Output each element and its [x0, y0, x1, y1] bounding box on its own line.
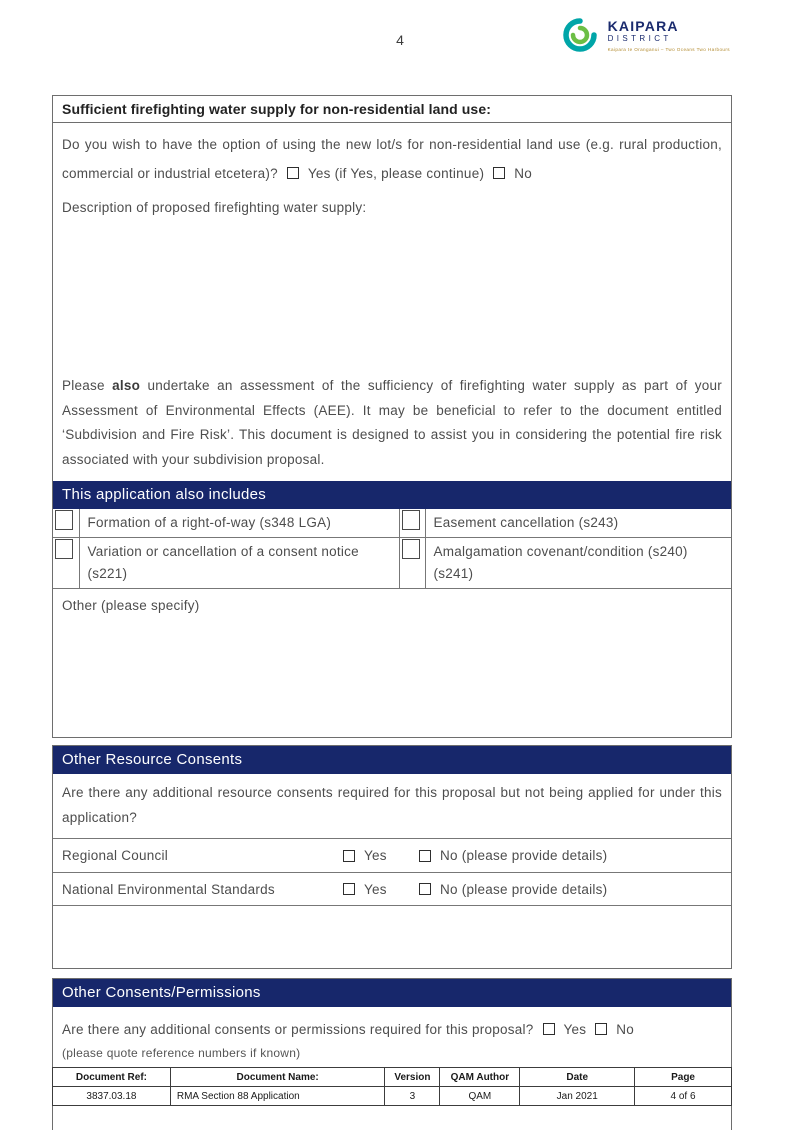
footer-header-page: Page: [635, 1068, 732, 1087]
consent-notice-variation-label: Variation or cancellation of a consent notice (s221): [79, 538, 399, 589]
koru-swirl-icon: [559, 16, 601, 54]
aee-note-pre: Please: [62, 378, 113, 393]
includes-table: [53, 509, 731, 589]
logo-text: [608, 19, 730, 52]
other-resource-question: Are there any additional resource consents required for this proposal but not being applied for under this application?: [62, 785, 722, 825]
formation-right-of-way-checkbox-cell: [53, 509, 79, 538]
regional-council-yes-label: Yes: [364, 848, 387, 863]
nes-yes-label: Yes: [364, 881, 387, 897]
footer-value-version: 3: [385, 1087, 440, 1106]
page-number: 4: [396, 32, 404, 48]
non-residential-yes-label: Yes (if Yes, please continue): [307, 166, 485, 181]
regional-council-row: [53, 838, 731, 872]
non-residential-no-checkbox[interactable]: [493, 167, 505, 179]
document-footer: [52, 1067, 732, 1106]
firefighting-section-header: Sufficient firefighting water supply for non-residential land use:: [53, 96, 731, 123]
other-resource-banner: Other Resource Consents: [53, 746, 731, 774]
other-consents-banner: Other Consents/Permissions: [53, 979, 731, 1007]
resource-details-area[interactable]: [53, 906, 731, 968]
easement-cancellation-label: Easement cancellation (s243): [425, 509, 731, 538]
includes-banner: This application also includes: [53, 481, 731, 509]
other-consents-no-checkbox[interactable]: [595, 1023, 607, 1035]
nes-label: National Environmental Standards: [62, 881, 275, 897]
description-label: Description of proposed firefighting water supply:: [62, 200, 367, 215]
page-header: [0, 0, 800, 95]
footer-value-doc-name: RMA Section 88 Application: [170, 1087, 385, 1106]
logo-title: KAIPARA: [607, 17, 679, 34]
description-input-area[interactable]: [62, 222, 722, 298]
footer-value-row: [53, 1087, 732, 1106]
includes-row-1: [53, 509, 731, 538]
footer-header-doc-ref: Document Ref:: [53, 1068, 171, 1087]
other-specify-area[interactable]: [53, 589, 731, 737]
regional-council-label: Regional Council: [62, 848, 169, 863]
firefighting-section: [52, 95, 732, 738]
footer-header-row: [53, 1068, 732, 1087]
national-environmental-standards-row: [53, 872, 731, 906]
regional-council-yes-checkbox[interactable]: [343, 850, 355, 862]
nes-no-checkbox[interactable]: [419, 883, 431, 895]
non-residential-question-text: Do you wish to have the option of using the new lot/s for non-residential land use (e.g. rural production, commercial or industrial etcetera)?: [62, 137, 722, 181]
footer-header-date: Date: [520, 1068, 635, 1087]
non-residential-no-label: No: [514, 166, 532, 181]
kaipara-logo: [559, 16, 730, 54]
formation-right-of-way-label: Formation of a right-of-way (s348 LGA): [79, 509, 399, 538]
footer-value-qam-author: QAM: [440, 1087, 520, 1106]
consent-notice-variation-checkbox[interactable]: [55, 539, 73, 559]
non-residential-yes-checkbox[interactable]: [287, 167, 299, 179]
easement-cancellation-checkbox-cell: [399, 509, 425, 538]
other-consents-no-label: No: [616, 1022, 635, 1037]
form-content: [52, 95, 732, 1130]
footer-header-version: Version: [385, 1068, 440, 1087]
nes-no-label: No (please provide details): [440, 881, 608, 897]
amalgamation-checkbox-cell: [399, 538, 425, 589]
footer-header-qam-author: QAM Author: [440, 1068, 520, 1087]
nes-yes-checkbox[interactable]: [343, 883, 355, 895]
regional-council-no-checkbox[interactable]: [419, 850, 431, 862]
includes-row-2: [53, 538, 731, 589]
footer-value-doc-ref: 3837.03.18: [53, 1087, 171, 1106]
logo-tagline: Kaipara te Oranganui – Two Oceans Two Harbours: [607, 46, 730, 52]
other-consents-yes-checkbox[interactable]: [543, 1023, 555, 1035]
reference-note: (please quote reference numbers if known): [62, 1046, 301, 1060]
formation-right-of-way-checkbox[interactable]: [55, 510, 73, 530]
easement-cancellation-checkbox[interactable]: [402, 510, 420, 530]
regional-council-no-label: No (please provide details): [440, 848, 608, 863]
footer-value-date: Jan 2021: [520, 1087, 635, 1106]
amalgamation-covenant-checkbox[interactable]: [402, 539, 420, 559]
consent-notice-checkbox-cell: [53, 538, 79, 589]
other-consents-question: [62, 1017, 722, 1043]
other-resource-consents-section: [52, 745, 732, 969]
logo-subtitle: DISTRICT: [607, 33, 672, 43]
firefighting-section-body: [53, 123, 731, 472]
other-specify-label: Other (please specify): [62, 598, 200, 613]
amalgamation-covenant-label: Amalgamation covenant/condition (s240)(s241): [425, 538, 731, 589]
footer-value-page: 4 of 6: [635, 1087, 732, 1106]
other-consents-question-text: Are there any additional consents or permissions required for this proposal?: [62, 1022, 534, 1037]
aee-note-bold: also: [112, 378, 141, 393]
other-consents-section: [52, 978, 732, 1130]
aee-note-post: undertake an assessment of the sufficiency of firefighting water supply as part of your Assessment of Environmental Effects (AEE). It may be beneficial to refer to the document entitled ‘Subdivision and Fire Risk’. This document is designed to assist you in considering the potential fire risk associated with your subdivision proposal.: [62, 378, 722, 467]
aee-note: [62, 374, 722, 472]
non-residential-question: [62, 130, 722, 188]
footer-header-doc-name: Document Name:: [170, 1068, 385, 1087]
other-consents-yes-label: Yes: [563, 1022, 587, 1037]
